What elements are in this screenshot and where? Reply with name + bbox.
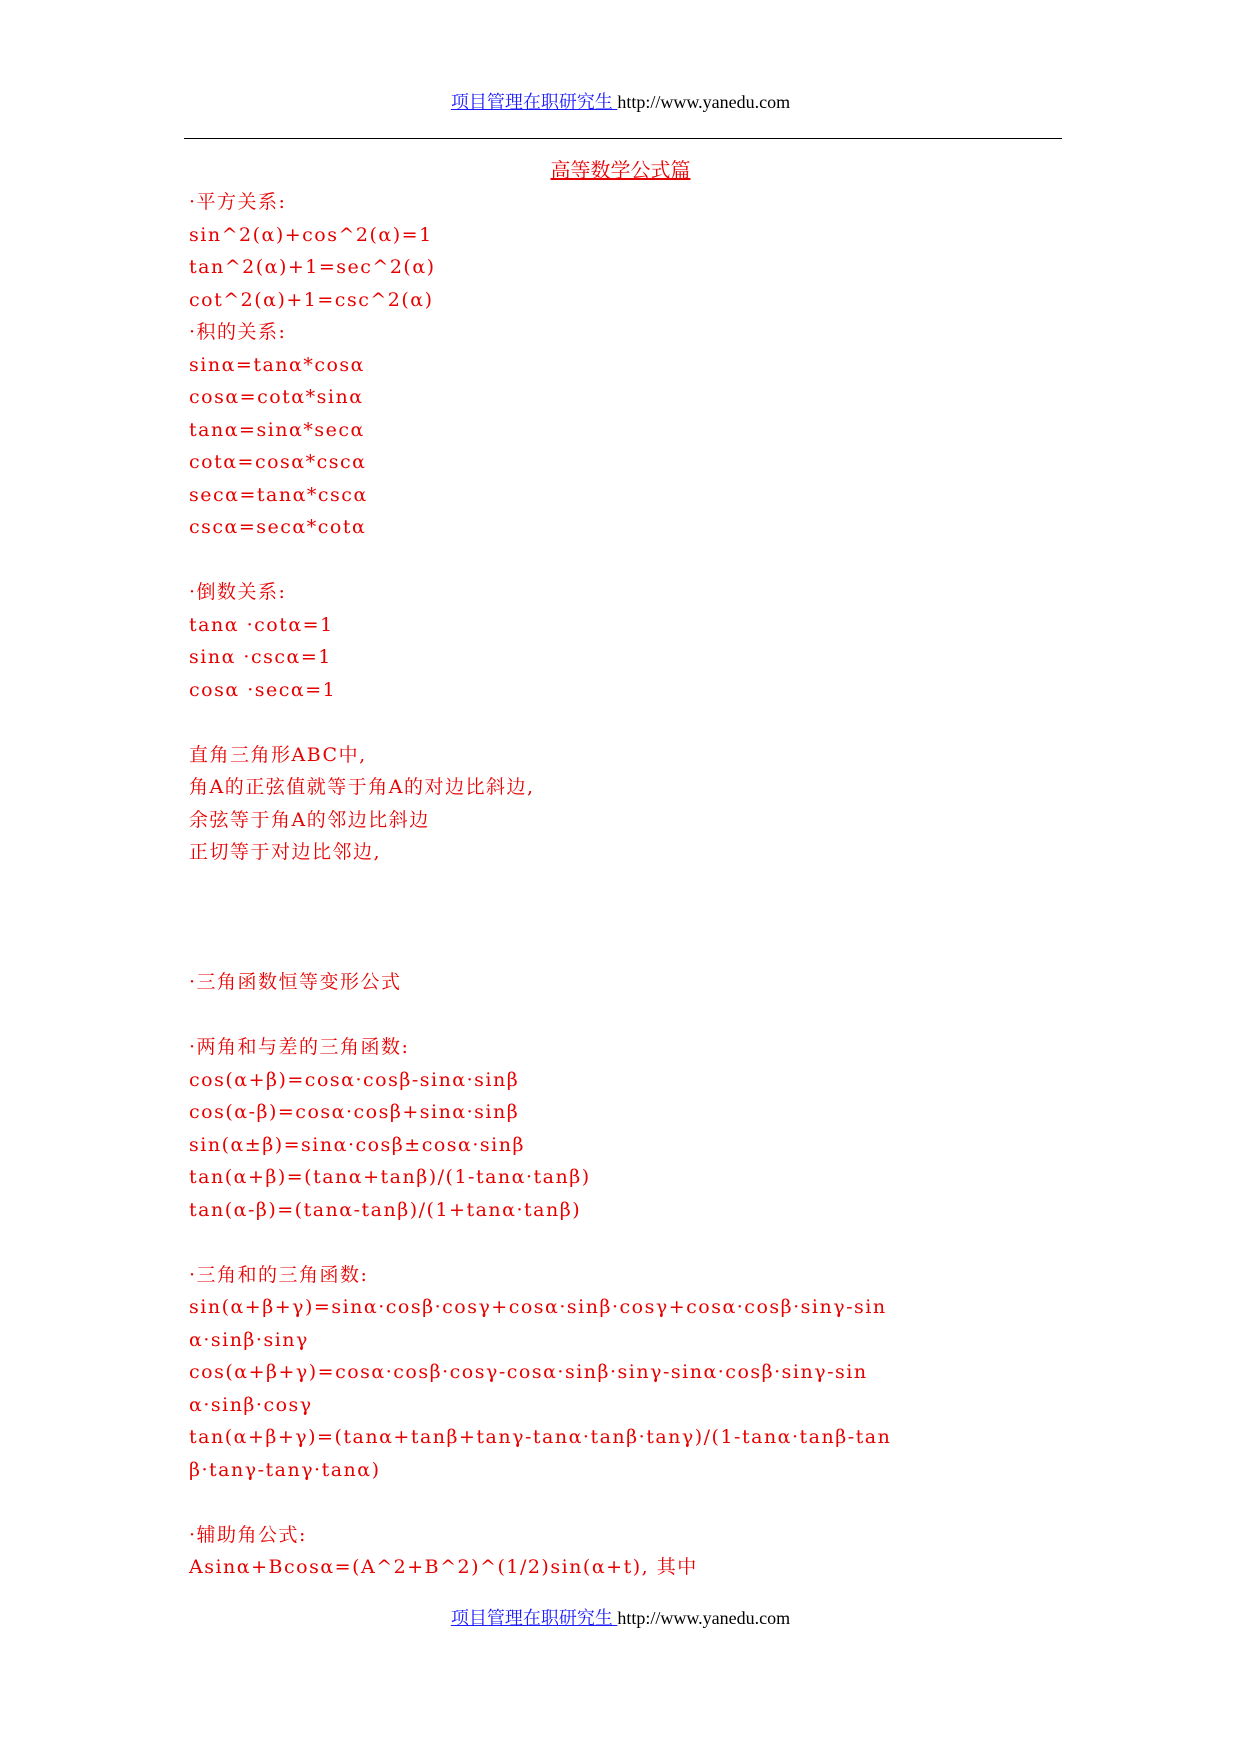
text-line: tanα ·cotα=1 — [189, 613, 334, 636]
header-url[interactable]: http://www.yanedu.com — [617, 92, 791, 112]
text-line: cos(α+β+γ)=cosα·cosβ·cosγ-cosα·sinβ·sinγ-sinα·cosβ·sinγ-sin — [189, 1361, 868, 1383]
text-line: cot^2(α)+1=csc^2(α) — [189, 288, 434, 311]
text-line: secα=tanα*cscα — [189, 483, 368, 506]
formula-content — [189, 186, 1049, 1584]
text-line: tan^2(α)+1=sec^2(α) — [189, 256, 436, 278]
text-line: sinα ·cscα=1 — [189, 646, 332, 668]
text-line: α·sinβ·cosγ — [189, 1393, 313, 1416]
header-divider — [184, 138, 1062, 139]
text-line: ·三角函数恒等变形公式 — [189, 971, 402, 993]
text-line: ·三角和的三角函数: — [189, 1263, 369, 1286]
text-line: tan(α+β+γ)=(tanα+tanβ+tanγ-tanα·tanβ·tanγ)/(1-tanα·tanβ-tan — [189, 1426, 892, 1448]
text-line: cos(α-β)=cosα·cosβ+sinα·sinβ — [189, 1101, 520, 1123]
text-line: sin(α±β)=sinα·cosβ±cosα·sinβ — [189, 1133, 525, 1156]
text-line: cosα=cotα*sinα — [189, 386, 364, 408]
text-line: tan(α-β)=(tanα-tanβ)/(1+tanα·tanβ) — [189, 1198, 582, 1221]
blank-line — [189, 544, 1049, 577]
text-line: α·sinβ·sinγ — [189, 1328, 309, 1351]
page-header — [0, 88, 1241, 114]
text-line: 直角三角形ABC中, — [189, 743, 367, 766]
page-footer — [0, 1604, 1241, 1630]
text-line: ·辅助角公式: — [189, 1523, 307, 1546]
footer-link[interactable]: 项目管理在职研究生 — [450, 1608, 618, 1628]
blank-line — [189, 934, 1049, 967]
footer-url[interactable]: http://www.yanedu.com — [617, 1608, 791, 1628]
text-line: sin(α+β+γ)=sinα·cosβ·cosγ+cosα·sinβ·cosγ+cosα·cosβ·sinγ-sin — [189, 1296, 887, 1318]
text-line: tan(α+β)=(tanα+tanβ)/(1-tanα·tanβ) — [189, 1166, 591, 1188]
text-line: 余弦等于角A的邻边比斜边 — [189, 808, 430, 831]
text-line: ·两角和与差的三角函数: — [189, 1036, 410, 1058]
blank-line — [189, 1486, 1049, 1519]
text-line: cotα=cosα*cscα — [189, 451, 367, 473]
blank-line — [189, 999, 1049, 1032]
text-line: ·倒数关系: — [189, 581, 287, 603]
text-line: sin^2(α)+cos^2(α)=1 — [189, 223, 433, 246]
text-line: cos(α+β)=cosα·cosβ-sinα·sinβ — [189, 1068, 520, 1091]
header-link[interactable]: 项目管理在职研究生 — [450, 92, 618, 112]
text-line: tanα=sinα*secα — [189, 418, 365, 441]
text-line: Asinα+Bcosα=(A^2+B^2)^(1/2)sin(α+t), 其中 — [189, 1556, 698, 1578]
text-line: 角A的正弦值就等于角A的对边比斜边, — [189, 776, 535, 798]
text-line: sinα=tanα*cosα — [189, 353, 366, 376]
text-line: 正切等于对边比邻边, — [189, 841, 382, 863]
text-line: ·积的关系: — [189, 321, 287, 343]
page-title: 高等数学公式篇 — [550, 158, 691, 182]
blank-line — [189, 901, 1049, 934]
text-line: cosα ·secα=1 — [189, 678, 337, 701]
blank-line — [189, 706, 1049, 739]
text-line: ·平方关系: — [189, 191, 287, 213]
text-line: cscα=secα*cotα — [189, 516, 367, 538]
text-line: β·tanγ-tanγ·tanα) — [189, 1458, 381, 1481]
blank-line — [189, 869, 1049, 902]
blank-line — [189, 1226, 1049, 1259]
